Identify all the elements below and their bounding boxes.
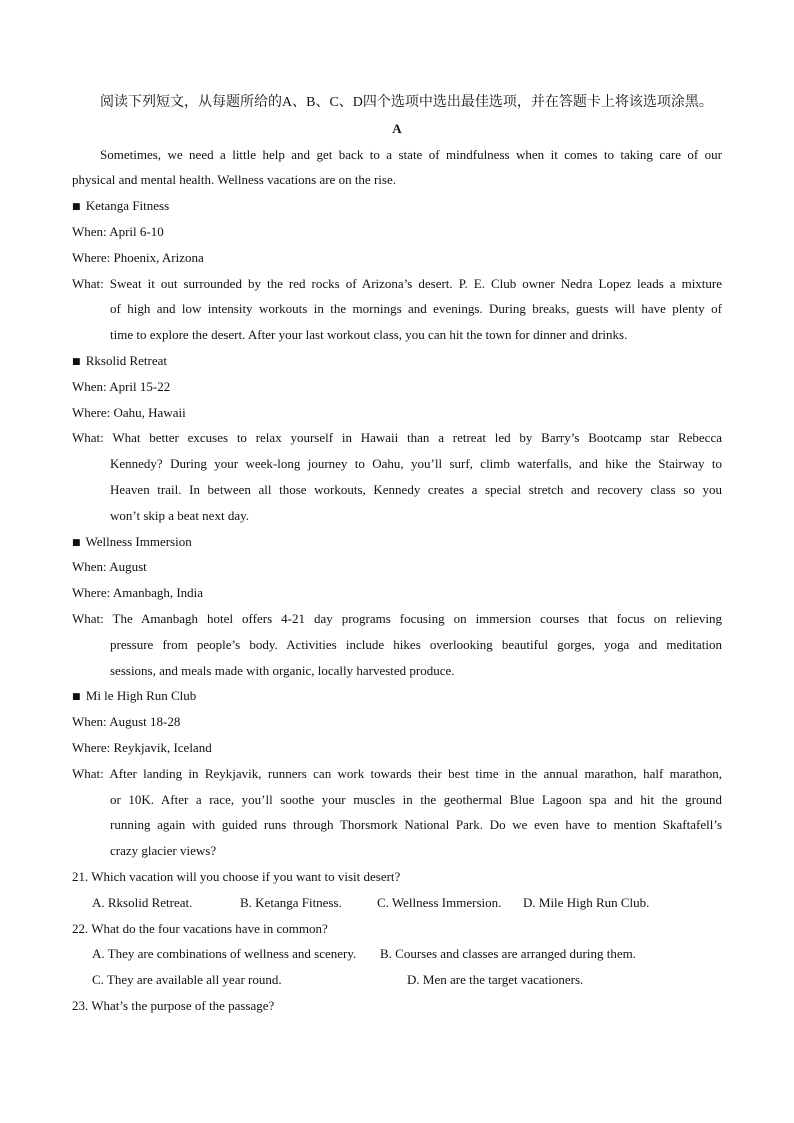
what-text: Sweat it out surrounded by the red rocks of Arizona’s desert. P. E. Club owner Nedra Lopez leads a mixture [109,275,723,291]
vacation-what-line [72,761,722,787]
intro-line: physical and mental health. Wellness vacations are on the rise. [72,172,396,188]
what-label: What: [72,275,104,291]
where-label: Where: [72,739,111,755]
vacation-name: Ketanga Fitness [85,198,170,214]
vacation-where [72,580,722,606]
where-label: Where: [72,249,111,265]
vacation-what-line [72,425,722,451]
option-a: A. They are combinations of wellness and scenery. [92,946,357,962]
vacation-what-line: pressure from people’s body. Activities include hikes overlooking beautiful gorges, yoga and meditation [110,636,722,652]
vacation-what-line: sessions, and meals made with organic, locally harvested produce. [110,662,455,678]
option-c: C. They are available all year round. [92,972,282,988]
question-stem: 23. What’s the purpose of the passage? [72,997,275,1013]
square-bullet-icon: ■ [72,692,81,703]
vacation-what-line: time to explore the desert. After your last workout class, you can hit the town for dinner and drinks. [110,327,628,343]
what-text: After landing in Reykjavik, runners can work towards their best time in the annual marathon, half marathon, [109,765,722,781]
question-options [72,941,722,967]
what-text: What better excuses to relax yourself in Hawaii than a retreat led by Barry’s Bootcamp star Rebecca [112,430,722,446]
vacation-what-line: Kennedy? During your week-long journey to Oahu, you’ll surf, climb waterfalls, and hike the Stairway to [110,456,722,472]
vacation-where [72,245,722,271]
option-d: D. Mile High Run Club. [523,894,650,910]
when-label: When: [72,223,107,239]
vacation-heading [72,348,722,374]
what-label: What: [72,430,104,446]
where-value: Reykjavik, Iceland [113,739,212,755]
option-c: C. Wellness Immersion. [377,894,502,910]
option-d: D. Men are the target vacationers. [407,972,584,988]
vacation-when [72,554,722,580]
intro-line: Sometimes, we need a little help and get back to a state of mindfulness when it comes to taking care of our [100,146,722,162]
exam-page [0,90,794,1019]
when-label: When: [72,378,107,394]
when-value: August [109,559,147,575]
when-value: April 6-10 [109,223,164,239]
where-value: Phoenix, Arizona [113,249,204,265]
vacation-what-line: running again with guided runs through Thorsmork National Park. Do we even have to mention Skaftafell’s [110,817,722,833]
what-label: What: [72,610,104,626]
passage-label: A [392,120,402,136]
vacation-what-line: of high and low intensity workouts in the mornings and evenings. During breaks, guests will have plenty of [110,301,722,317]
square-bullet-icon: ■ [72,537,81,548]
vacation-heading [72,683,722,709]
vacation-name: Rksolid Retreat [85,352,168,368]
instruction: 阅读下列短文，从每题所给的A、B、C、D四个选项中选出最佳选项，并在答题卡上将该选项涂黑。 [100,95,713,110]
square-bullet-icon: ■ [72,356,81,367]
what-label: What: [72,765,104,781]
vacation-name: Mi le High Run Club [85,688,197,704]
when-value: August 18-28 [109,714,181,730]
vacation-heading [72,193,722,219]
where-label: Where: [72,404,111,420]
vacation-what-line [72,606,722,632]
vacation-when [72,374,722,400]
option-b: B. Ketanga Fitness. [240,894,342,910]
vacation-what-line: won’t skip a beat next day. [110,507,249,523]
question-options [72,967,722,993]
option-b: B. Courses and classes are arranged during them. [380,946,636,962]
vacation-when [72,709,722,735]
question-stem: 22. What do the four vacations have in common? [72,920,328,936]
where-label: Where: [72,585,111,601]
vacation-where [72,400,722,426]
vacation-heading [72,529,722,555]
vacation-what-line: crazy glacier views? [110,843,217,859]
square-bullet-icon: ■ [72,202,81,213]
where-value: Amanbagh, India [112,585,204,601]
vacation-name: Wellness Immersion [85,533,192,549]
what-text: The Amanbagh hotel offers 4-21 day programs focusing on immersion courses that focus on relieving [112,610,722,626]
question-stem: 21. Which vacation will you choose if you want to visit desert? [72,868,401,884]
option-a: A. Rksolid Retreat. [92,894,193,910]
where-value: Oahu, Hawaii [113,404,186,420]
vacation-what-line: or 10K. After a race, you’ll soothe your muscles in the geothermal Blue Lagoon spa and hit the ground [110,791,722,807]
vacation-when [72,219,722,245]
when-label: When: [72,714,107,730]
vacation-where [72,735,722,761]
vacation-what-line: Heaven trail. In between all those workouts, Kennedy creates a special stretch and recovery class so you [110,481,722,497]
when-value: April 15-22 [109,378,171,394]
question-options [72,890,722,916]
vacation-what-line [72,271,722,297]
when-label: When: [72,559,107,575]
